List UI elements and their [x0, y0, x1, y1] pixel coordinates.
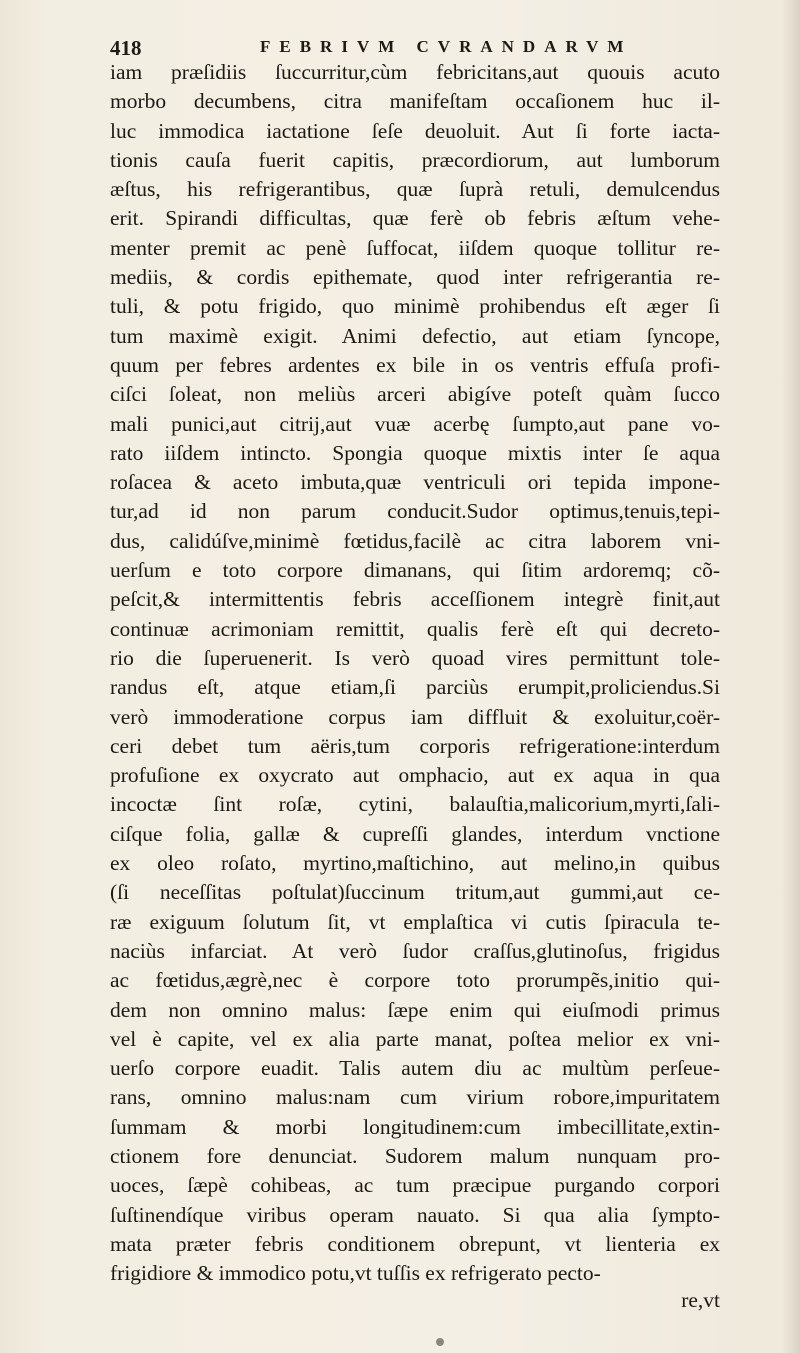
text-line: menter premit ac penè ſuffocat, iiſdem quoque tollitur re-: [110, 235, 720, 260]
text-line: verò immoderatione corpus iam diffluit & exoluitur,coër-: [110, 704, 720, 729]
text-line: ctionem fore denunciat. Sudorem malum nunquam pro-: [110, 1143, 720, 1168]
text-line: peſcit,& intermittentis febris acceſſionem integrè finit,aut: [110, 587, 720, 612]
text-line: luc immodica iactatione ſeſe deuoluit. Aut ſi forte iacta-: [110, 118, 720, 143]
text-line: tur,ad id non parum conducit.Sudor optimus,tenuis,tepi-: [110, 499, 720, 524]
text-line: continuæ acrimoniam remittit, qualis ferè eſt qui decreto-: [110, 616, 720, 641]
text-line: iam præſidiis ſuccurritur,cùm febricitans,aut quouis acuto: [110, 60, 720, 84]
text-line: (ſi neceſſitas poſtulat)ſuccinum tritum,aut gummi,aut ce-: [110, 880, 720, 905]
page-number: 418: [110, 36, 142, 60]
text-line: quum per febres ardentes ex bile in os ventris effuſa profi-: [110, 352, 720, 377]
text-line: ac fœtidus,ægrè,nec è corpore toto prorumpẽs,initio qui-: [110, 968, 720, 993]
page-edge-shadow: [782, 0, 800, 1353]
text-line: mali punici,aut citrij,aut vuæ acerbę ſumpto,aut pane vo-: [110, 411, 720, 436]
text-line: randus eſt, atque etiam,ſi parciùs erumpit,proliciendus.Si: [110, 675, 720, 700]
text-line: morbo decumbens, citra manifeſtam occaſionem huc il-: [110, 89, 720, 114]
text-line: incoctæ ſint roſæ, cytini, balauſtia,malicorium,myrti,ſali-: [110, 792, 720, 817]
text-line: uoces, ſæpè cohibeas, ac tum præcipue purgando corpori: [110, 1173, 720, 1198]
text-line: ciſci ſoleat, non meliùs arceri abigíve poteſt quàm ſucco: [110, 382, 720, 407]
text-line: mediis, & cordis epithemate, quod inter refrigerantia re-: [110, 265, 720, 290]
text-line: frigidiore & immodico potu,vt tuſſis ex refrigerato pecto-: [110, 1261, 601, 1286]
text-line: dem non omnino malus: ſæpe enim qui eiuſmodi primus: [110, 997, 720, 1022]
ink-smudge: [436, 1338, 444, 1346]
text-line: rio die ſuperuenerit. Is verò quoad vires permittunt tole-: [110, 645, 720, 670]
text-line: tuli, & potu frigido, quo minimè prohibendus eſt æger ſi: [110, 294, 720, 319]
text-line: profuſione ex oxycrato aut omphacio, aut ex aqua in qua: [110, 763, 720, 788]
text-line: vel è capite, vel ex alia parte manat, poſtea melior ex vni-: [110, 1026, 720, 1051]
text-line: ciſque folia, gallæ & cupreſſi glandes, interdum vnctione: [110, 821, 720, 846]
text-line: naciùs infarciat. At verò ſudor craſſus,glutinoſus, frigidus: [110, 938, 720, 963]
body-text: [110, 58, 720, 1288]
text-line: rato iiſdem intincto. Spongia quoque mixtis inter ſe aqua: [110, 440, 720, 465]
text-line: rans, omnino malus:nam cum virium robore,impuritatem: [110, 1085, 720, 1110]
text-line: ræ exiguum ſolutum ſit, vt emplaſtica vi cutis ſpiracula te-: [110, 909, 720, 934]
text-line: erit. Spirandi difficultas, quæ ferè ob febris æſtum vehe-: [110, 206, 720, 231]
text-line: ſummam & morbi longitudinem:cum imbecillitate,extin-: [110, 1114, 720, 1139]
text-line: uerſum e toto corpore dimanans, qui ſitim ardoremq; cõ-: [110, 558, 720, 583]
text-line: mata præter febris conditionem obrepunt, vt lienteria ex: [110, 1231, 720, 1256]
text-line: ex oleo roſato, myrtino,maſtichino, aut melino,in quibus: [110, 851, 720, 876]
text-line: tionis cauſa fuerit capitis, præcordiorum, aut lumborum: [110, 147, 720, 172]
text-line: ceri debet tum aëris,tum corporis refrigeratione:interdum: [110, 733, 720, 758]
text-line: æſtus, his refrigerantibus, quæ ſuprà retuli, demulcendus: [110, 177, 720, 202]
running-head: FEBRIVM CVRANDARVM: [260, 37, 633, 56]
text-line: ſuſtinendíque viribus operam nauato. Si qua alia ſympto-: [110, 1202, 720, 1227]
text-line: tum maximè exigit. Animi defectio, aut etiam ſyncope,: [110, 323, 720, 348]
text-line: roſacea & aceto imbuta,quæ ventriculi ori tepida impone-: [110, 470, 720, 495]
catchword: re,vt: [681, 1288, 720, 1312]
text-line: dus, calidúſve,minimè fœtidus,facilè ac citra laborem vni-: [110, 528, 720, 553]
text-line: uerſo corpore euadit. Talis autem diu ac multùm perſeue-: [110, 1056, 720, 1081]
